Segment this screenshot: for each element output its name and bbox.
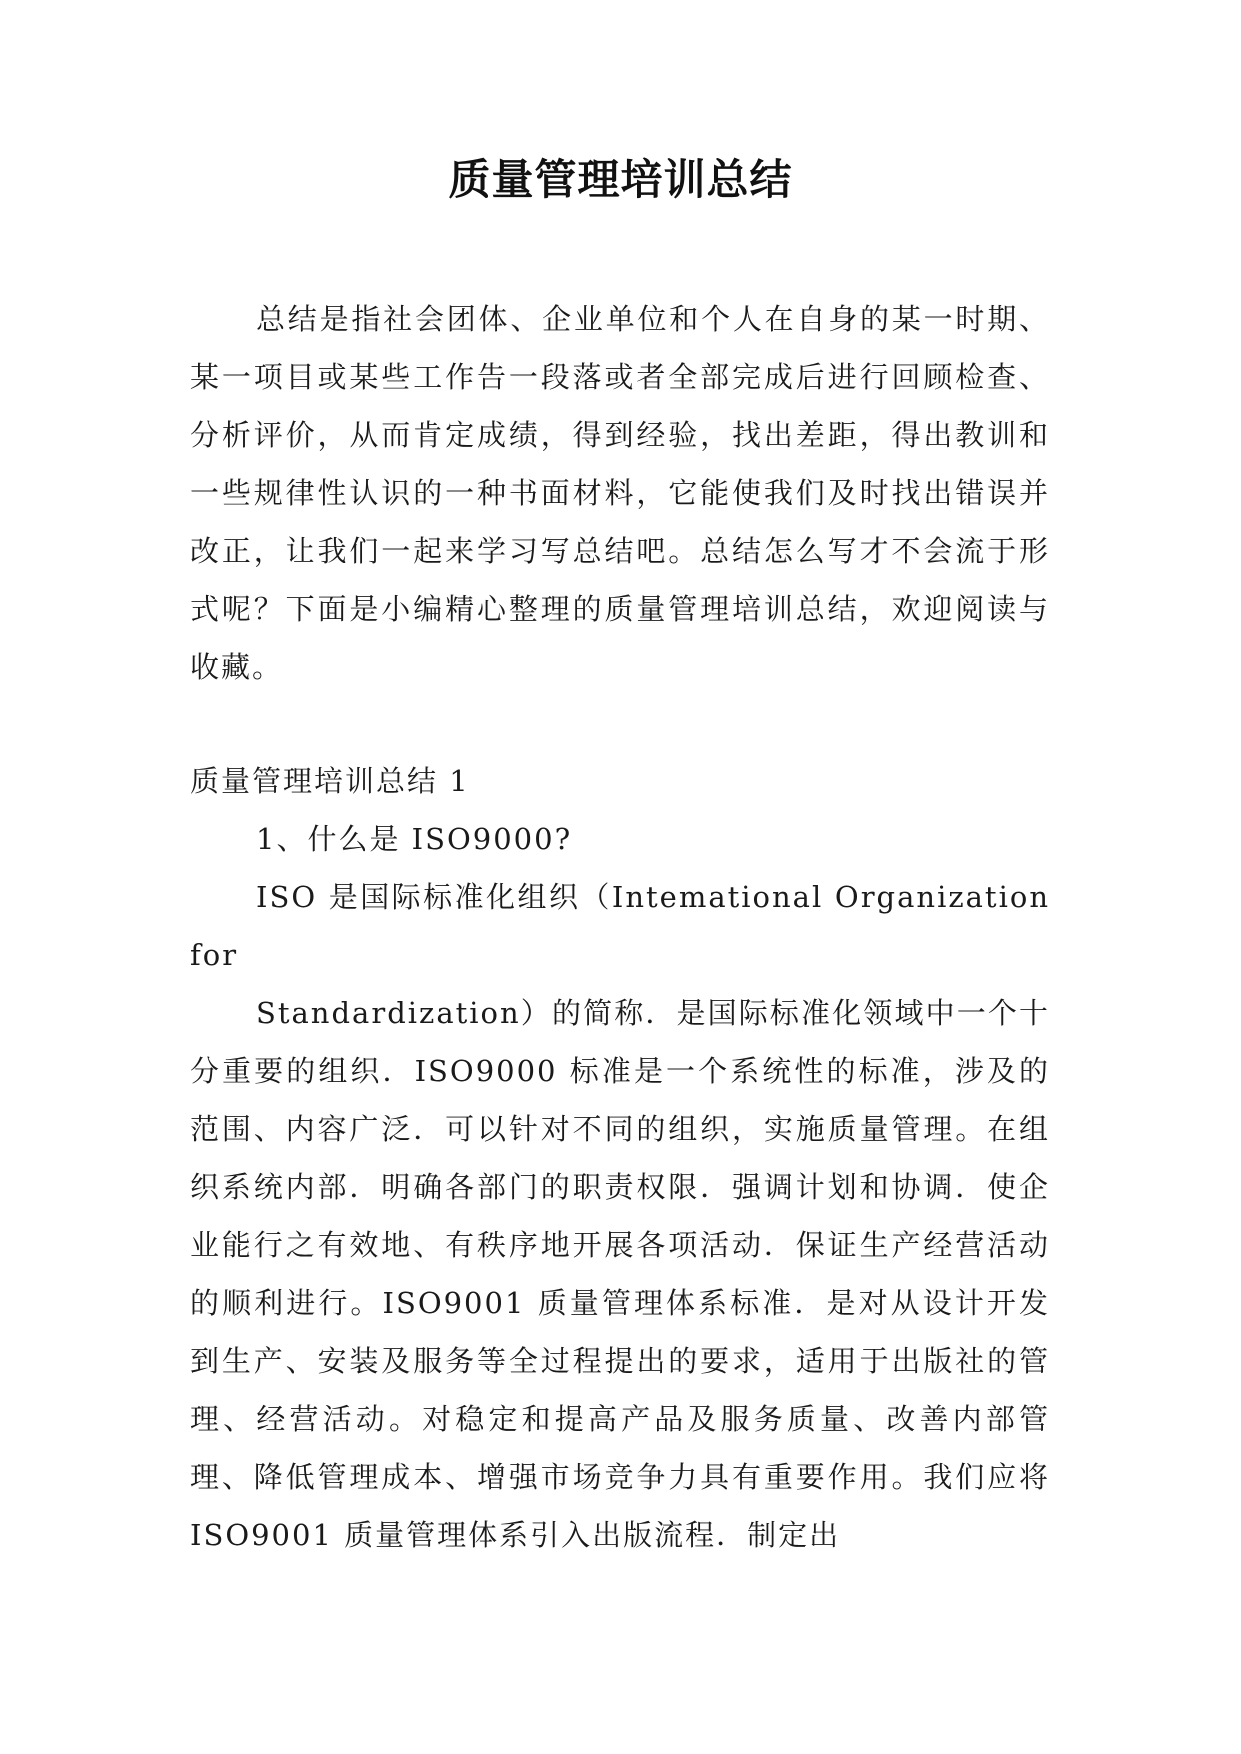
section-heading: 质量管理培训总结 1 — [190, 764, 470, 798]
page-title: 质量管理培训总结 — [448, 155, 793, 204]
list-item-question: 1、什么是 ISO9000? — [256, 822, 573, 856]
intro-paragraph: 总结是指社会团体、企业单位和个人在自身的某一时期、某一项目或某些工作告一段落或者全部完成后进行回顾检查、分析评价，从而肯定成绩，得到经验，找出差距，得出教训和一些规律性认识的一种书面材料，它能使我们及时找出错误并改正，让我们一起来学习写总结吧。总结怎么写才不会流于形式呢？下面是小编精心整理的质量管理培训总结，欢迎阅读与收藏。 — [190, 302, 1050, 684]
iso-paragraph-body: Standardization）的简称．是国际标准化领域中一个十分重要的组织．ISO9000 标准是一个系统性的标准，涉及的范围、内容广泛．可以针对不同的组织，实施质量管理。在组织系统内部．明确各部门的职责权限．强调计划和协调．使企业能行之有效地、有秩序地开展各项活动．保证生产经营活动的顺利进行。ISO9001 质量管理体系标准．是对从设计开发到生产、安装及服务等全过程提出的要求，适用于出版社的管理、经营活动。对稳定和提高产品及服务质量、改善内部管理、降低管理成本、增强市场竞争力具有重要作用。我们应将 ISO9001 质量管理体系引入出版流程．制定出 — [190, 996, 1050, 1552]
iso-paragraph-first-line: ISO 是国际标准化组织（Intemational Organization for — [190, 880, 1050, 972]
